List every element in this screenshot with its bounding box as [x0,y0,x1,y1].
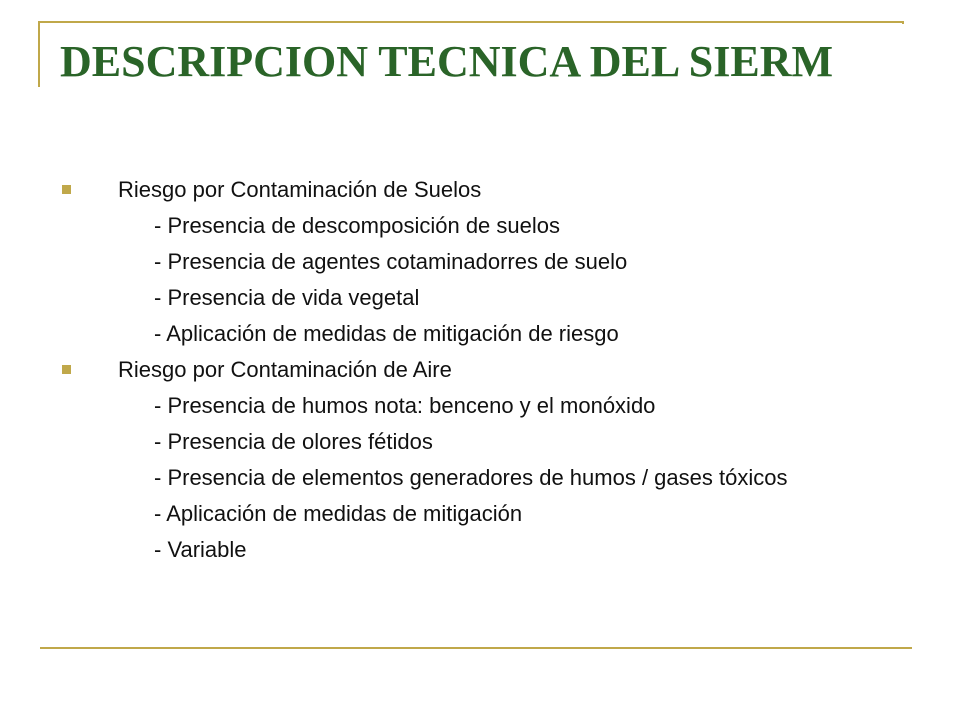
slide-title: DESCRIPCION TECNICA DEL SIERM [60,37,834,86]
square-bullet-icon [62,365,71,374]
list-item: - Presencia de elementos generadores de humos / gases tóxicos [154,465,788,490]
list-item: - Aplicación de medidas de mitigación [154,501,523,526]
square-bullet-icon [62,185,71,194]
list-item: - Presencia de olores fétidos [154,429,433,454]
section-heading-suelos [60,172,920,208]
bottom-rule [40,647,912,649]
list-item: - Presencia de agentes cotaminadorres de suelo [154,249,628,274]
top-rule [38,21,904,23]
list-item: - Aplicación de medidas de mitigación de riesgo [154,321,619,346]
section-heading-aire [60,352,920,388]
section-heading-text: Riesgo por Contaminación de Aire [118,357,452,382]
list-item: - Presencia de descomposición de suelos [154,213,561,238]
list-item: - Variable [154,537,247,562]
section-heading-text: Riesgo por Contaminación de Suelos [118,177,482,202]
list-item: - Presencia de humos nota: benceno y el monóxido [154,393,656,418]
slide-body [60,172,920,568]
list-item: - Presencia de vida vegetal [154,285,420,310]
top-right-tick [902,21,904,24]
top-left-rule [38,21,40,87]
